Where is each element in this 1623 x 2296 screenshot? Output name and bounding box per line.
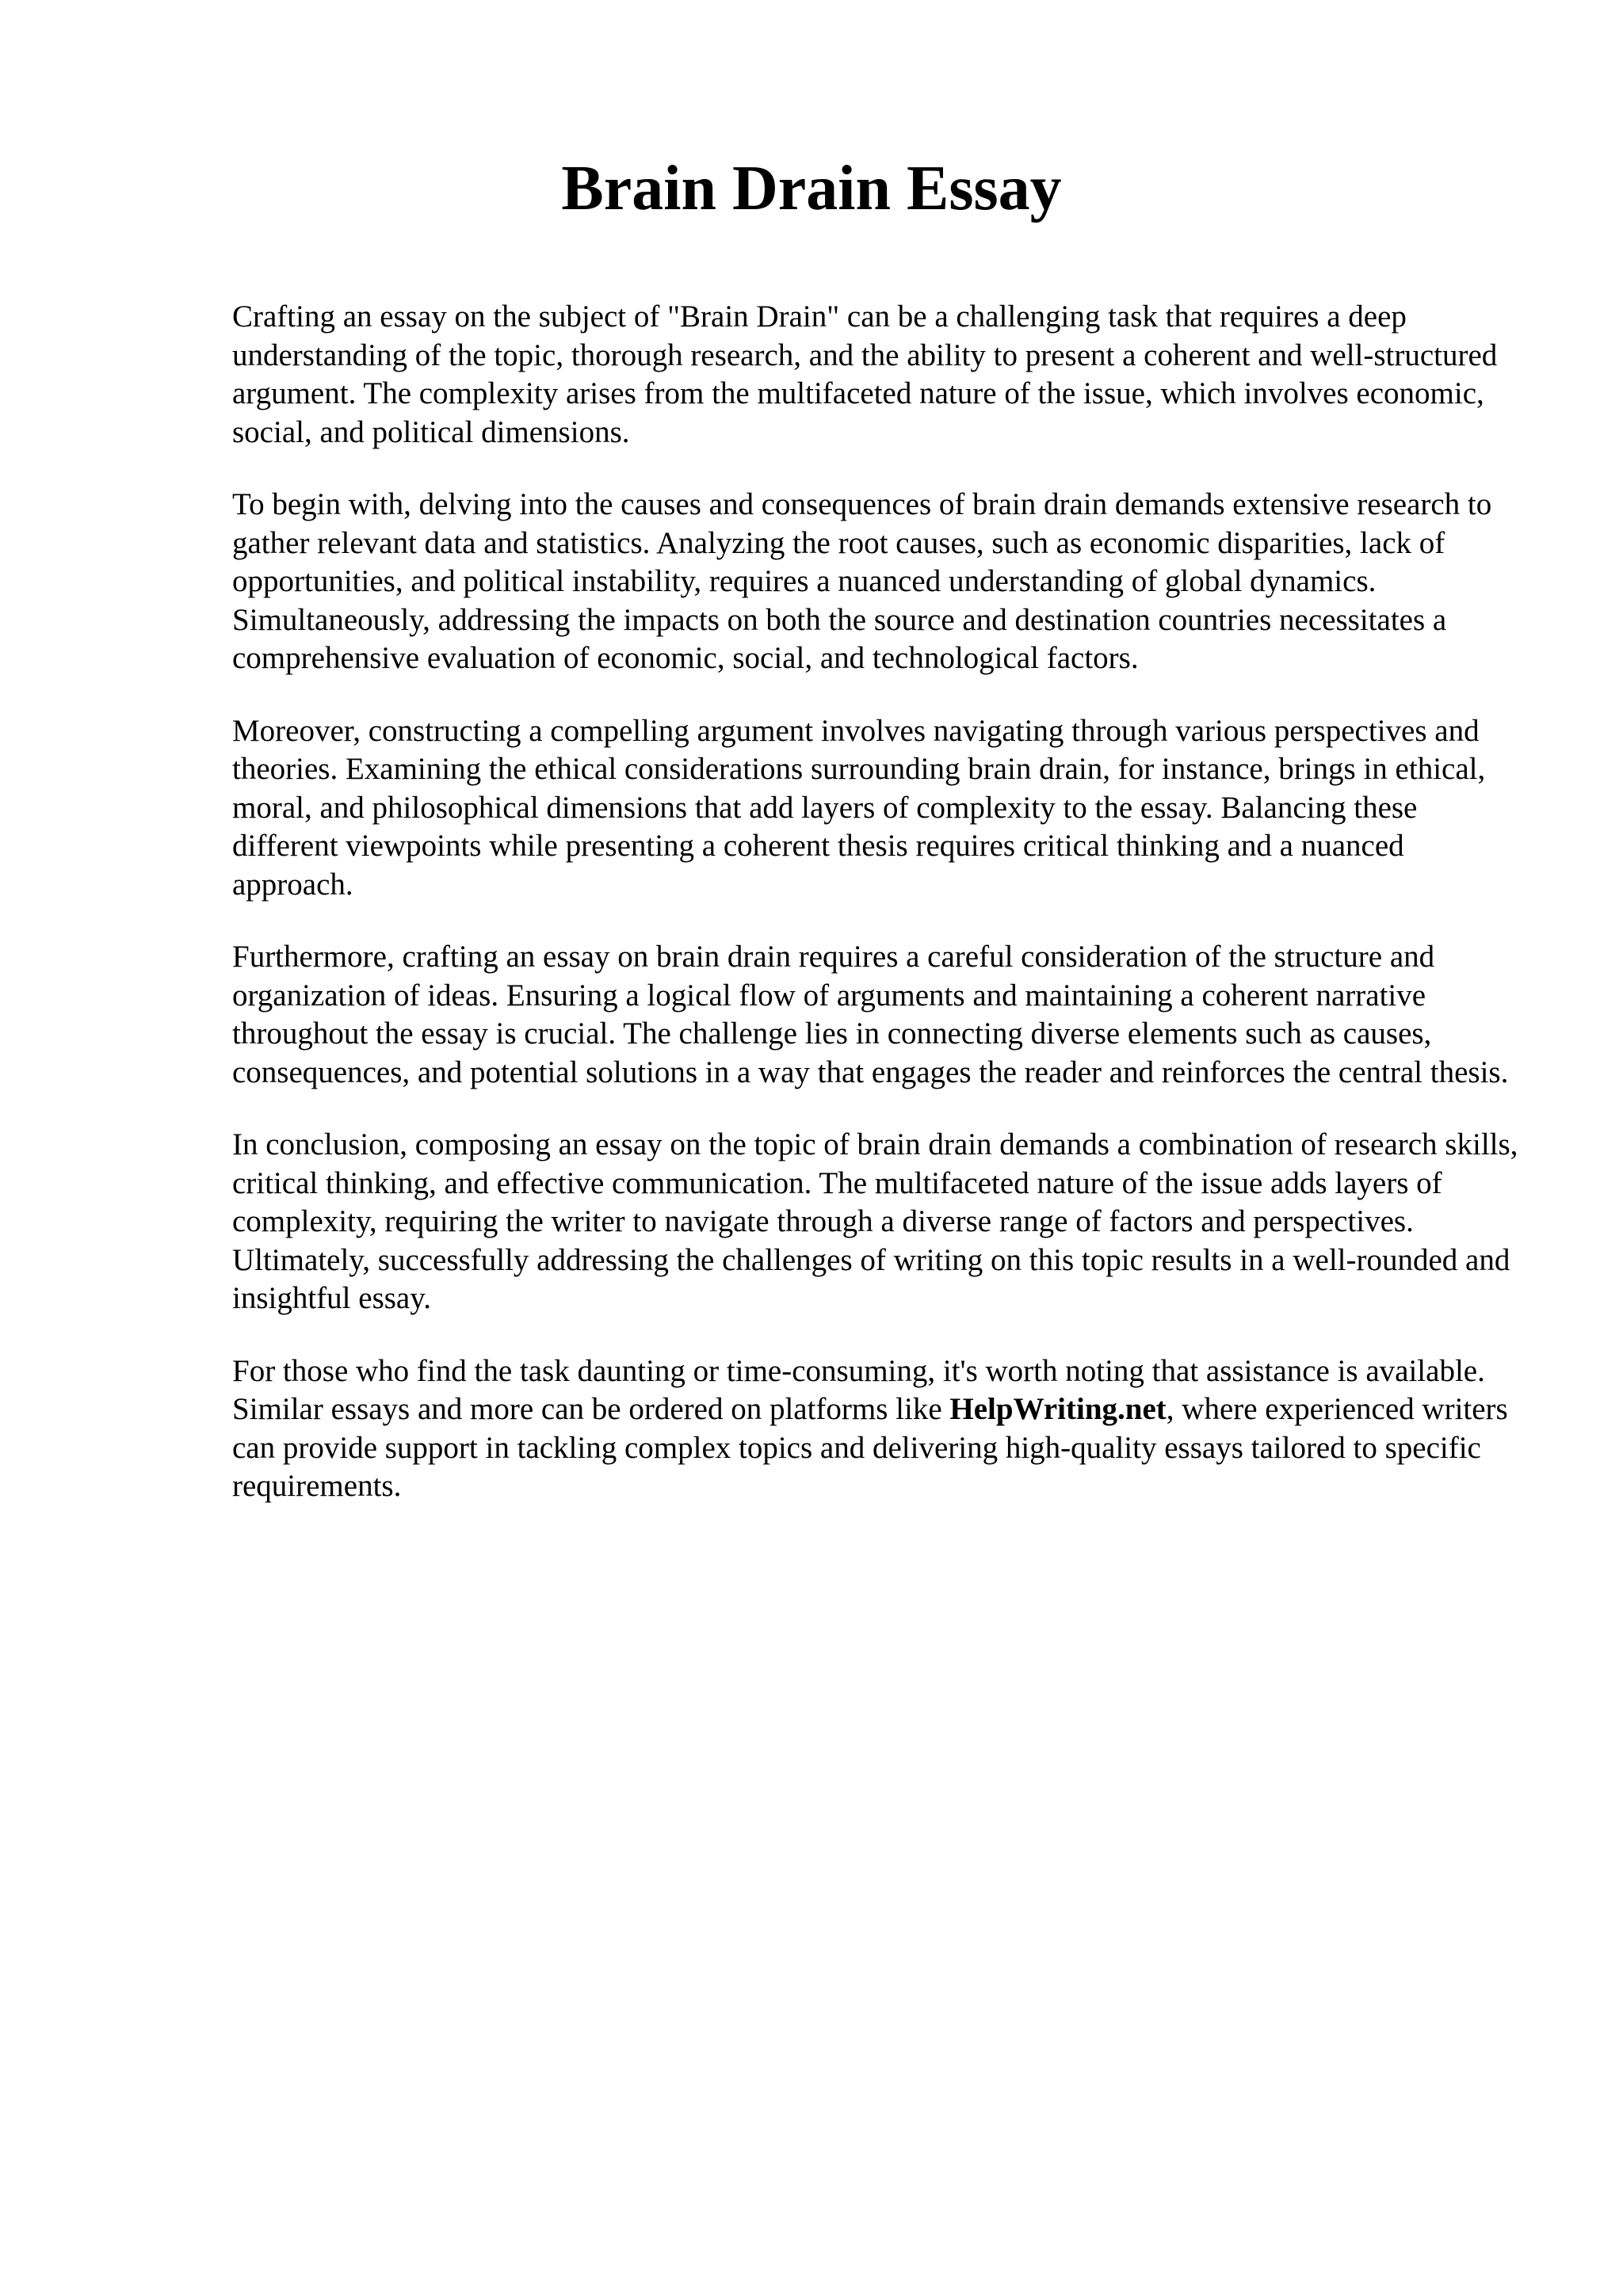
helpwriting-link[interactable]: HelpWriting.net bbox=[949, 1392, 1167, 1426]
document-title: Brain Drain Essay bbox=[561, 154, 1062, 223]
paragraph-closing bbox=[232, 1352, 1520, 1506]
closing-text-before-link: For those who find the task daunting or time-consuming, it's worth noting that assistance is available. Similar essays and more can be ordered on platforms like bbox=[232, 1353, 1485, 1426]
paragraph-5: In conclusion, composing an essay on the topic of brain drain demands a combination of research skills, critical thinking, and effective communication. The multifaceted nature of the issue adds layers of complexity, requiring the writer to navigate through a diverse range of factors and perspectives. Ultimately, successfully addressing the challenges of writing on this topic results in a well-rounded and insightful essay. bbox=[232, 1127, 1518, 1315]
paragraph-2: To begin with, delving into the causes and consequences of brain drain demands extensive research to gather relevant data and statistics. Analyzing the root causes, such as economic disparities, lack of opportunities, and political instability, requires a nuanced understanding of global dynamics. Simultaneously, addressing the impacts on both the source and destination countries necessitates a comprehensive evaluation of economic, social, and technological factors. bbox=[232, 487, 1492, 675]
closing-text-after-link: , where experienced writers can provide support in tackling complex topics and delivering high-quality essays tailored to specific requirements. bbox=[232, 1392, 1508, 1503]
document-body bbox=[232, 298, 1520, 1540]
paragraph-1: Crafting an essay on the subject of "Brain Drain" can be a challenging task that requires a deep understanding of the topic, thorough research, and the ability to present a coherent and well-structured argument. The complexity arises from the multifaceted nature of the issue, which involves economic, social, and political dimensions. bbox=[232, 299, 1498, 449]
paragraph-3: Moreover, constructing a compelling argument involves navigating through various perspectives and theories. Examining the ethical considerations surrounding brain drain, for instance, brings in ethical, moral, and philosophical dimensions that add layers of complexity to the essay. Balancing these different viewpoints while presenting a coherent thesis requires critical thinking and a nuanced approach. bbox=[232, 713, 1486, 902]
paragraph-4: Furthermore, crafting an essay on brain drain requires a careful consideration of the structure and organization of ideas. Ensuring a logical flow of arguments and maintaining a coherent narrative throughout the essay is crucial. The challenge lies in connecting diverse elements such as causes, consequences, and potential solutions in a way that engages the reader and reinforces the central thesis. bbox=[232, 940, 1509, 1089]
